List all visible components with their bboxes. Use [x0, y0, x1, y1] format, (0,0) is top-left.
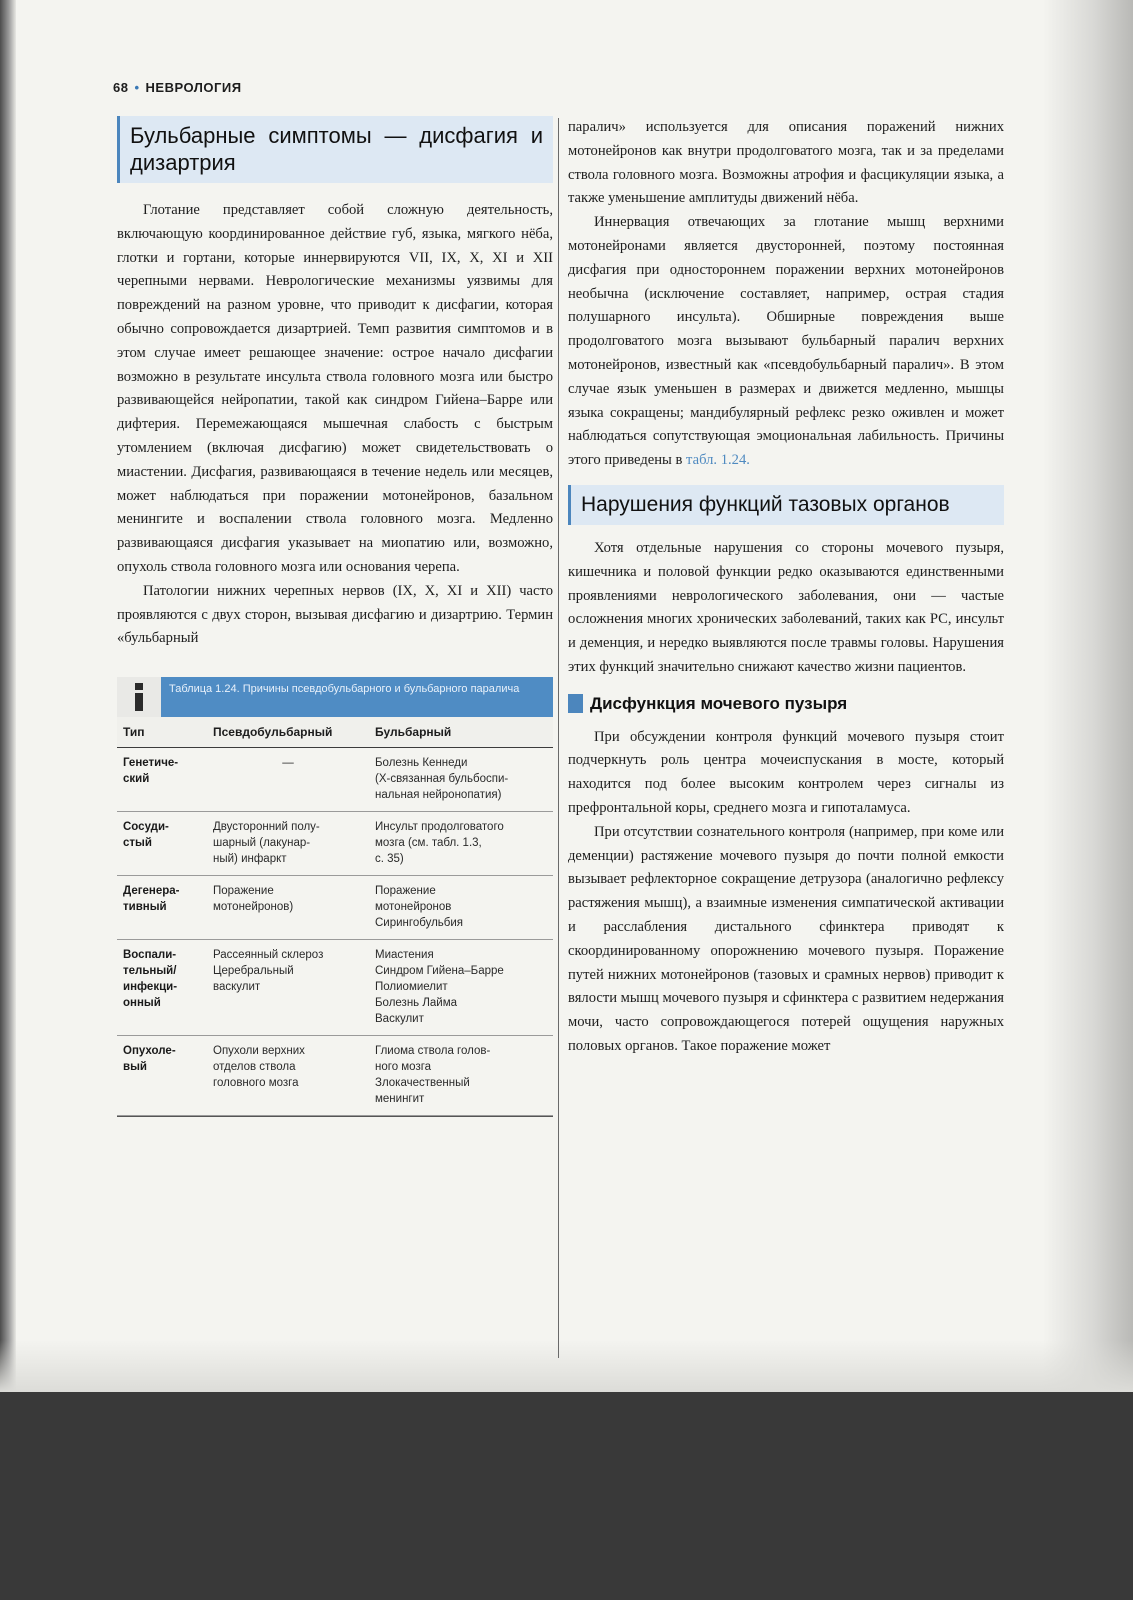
cell-line: головного мозга — [213, 1077, 299, 1090]
chapter-title: НЕВРОЛОГИЯ — [145, 80, 242, 95]
type-cell — [117, 748, 207, 812]
page-number: 68 — [113, 80, 129, 95]
page-bottom-shade — [0, 1340, 1133, 1392]
paragraph: При отсутствии сознательного контроля (например, при коме или деменции) растяжение мочевого пузыря до почти полной емкости вызывает рефлекторное сокращение детрузора (аналогично рефлексу растяжения мышц), а взаимные изменения симпатической активации и расслабления дистального сфинктера приводят к скоординированному опорожнению мочевого пузыря. Поражение путей нижних мотонейронов (тазовых и срамных нервов) приводит к вялости мышц мочевого пузыря и сфинктера с развитием недержания мочи, часто сопровождающегося потерей ощущения наружных половых органов. Такое поражение может — [568, 823, 1004, 1054]
type-cell — [117, 940, 207, 1036]
cell-line: — — [282, 757, 294, 770]
paragraph: При обсуждении контроля функций мочевого пузыря стоит подчеркнуть роль центра мочеиспускания в мосте, который находится под более высоким контролем через сигналы из префронтальной коры, среднего мозга и гипоталамуса. — [568, 728, 1004, 816]
cell-line: Генетиче- — [123, 757, 179, 770]
paragraph-text: Иннервация отвечающих за глотание мышц верхними мотонейронами является двусторонней, поэтому постоянная дисфагия при одностороннем поражении верхних мотонейронов необычна (исключение составляет, например, острая стадия полушарного инсульта). Обширные повреждения выше продолговатого мозга вызывают бульбарный паралич верхних мотонейронов, известный как «псевдобульбарный паралич». В этом случае язык уменьшен в размерах и движется медленно, мышцы языка сокращены; мандибулярный рефлекс резко оживлен и может наблюдаться сопутствующая эмоциональная лабильность. Причины этого приведены в — [568, 214, 1004, 469]
bulbar-cell — [369, 940, 553, 1036]
cell-line: с. 35) — [375, 853, 404, 866]
scanner-bed — [0, 1392, 1133, 1600]
header-separator: • — [134, 80, 140, 95]
cell-line: васкулит — [213, 981, 261, 994]
bulbar-cell — [369, 876, 553, 940]
cell-line: ного мозга — [375, 1061, 432, 1074]
cell-line: Церебральный — [213, 965, 294, 978]
cell-line: Воспали- — [123, 949, 177, 962]
cell-line: мозга (см. табл. 1.3, — [375, 837, 482, 850]
table-caption-bar — [117, 677, 553, 717]
table-caption: Таблица 1.24. Причины псевдобульбарного и бульбарного паралича — [161, 677, 553, 717]
cell-line: мотонейронов) — [213, 901, 294, 914]
cell-line: Опухоли верхних — [213, 1045, 305, 1058]
cell-line: отделов ствола — [213, 1061, 296, 1074]
cell-line: Сирингобульбия — [375, 917, 464, 930]
cell-line: Миастения — [375, 949, 434, 962]
column-header: Тип — [117, 717, 207, 748]
page-edge-shadow — [1043, 0, 1133, 1420]
cell-line: Сосуди- — [123, 821, 169, 834]
cell-line: Рассеянный склероз — [213, 949, 324, 962]
column-divider — [558, 118, 559, 1358]
table-row — [117, 748, 553, 812]
paragraph — [568, 211, 1004, 473]
cell-line: Двусторонний полу- — [213, 821, 320, 834]
table-row — [117, 1036, 553, 1116]
paragraph: паралич» используется для описания поражений нижних мотонейронов как внутри продолговатого мозга, так и за пределами ствола головного мозга. Возможны атрофия и фасцикуляции языка, а также уменьшение амплитуды движений нёба. — [568, 119, 1004, 207]
cell-line: Синдром Гийена–Барре — [375, 965, 504, 978]
cell-line: Васкулит — [375, 1013, 424, 1026]
cell-line: Дегенера- — [123, 885, 180, 898]
section-heading-pelvic: Нарушения функций тазовых органов — [568, 485, 1004, 525]
info-icon — [117, 677, 161, 717]
pseudobulbar-cell — [207, 748, 369, 812]
cell-line: Глиома ствола голов- — [375, 1045, 491, 1058]
cell-line: Злокачественный — [375, 1077, 470, 1090]
table-header-row — [117, 717, 553, 748]
left-column — [117, 116, 553, 1117]
cell-line: нальная нейронопатия) — [375, 789, 502, 802]
subheading-square-icon — [568, 694, 583, 713]
cell-line: Поражение — [375, 885, 436, 898]
table-row — [117, 940, 553, 1036]
cell-line: Полиомиелит — [375, 981, 448, 994]
cell-line: Поражение — [213, 885, 274, 898]
cell-line: Инсульт продолговатого — [375, 821, 504, 834]
column-header: Бульбарный — [369, 717, 553, 748]
cell-line: вый — [123, 1061, 147, 1074]
cell-line: тельный/ — [123, 965, 177, 978]
running-header — [113, 80, 242, 95]
paragraph: Хотя отдельные нарушения со стороны мочевого пузыря, кишечника и половой функции редко оказываются единственными проявлениями неврологического заболевания, они — частые осложнения многих хронических заболеваний, таких как РС, инсульт и деменция, и нередко выявляются после травмы головы. Нарушения этих функций значительно снижают качество жизни пациентов. — [568, 539, 1004, 675]
cell-line: Опухоле- — [123, 1045, 176, 1058]
subheading-text: Дисфункция мочевого пузыря — [590, 693, 848, 713]
paragraph: Патологии нижних черепных нервов (IX, X, XI и XII) часто проявляются с двух сторон, вызывая дисфагию и дизартрию. Термин «бульбарный — [117, 582, 553, 647]
bulbar-cell — [369, 748, 553, 812]
pseudobulbar-cell — [207, 812, 369, 876]
data-table — [117, 717, 553, 1116]
table-row — [117, 876, 553, 940]
cell-line: ский — [123, 773, 150, 786]
section-heading-bulbar: Бульбарные симптомы — дисфагия и дизартрия — [117, 116, 553, 183]
type-cell — [117, 876, 207, 940]
bulbar-cell — [369, 1036, 553, 1116]
pseudobulbar-cell — [207, 1036, 369, 1116]
pseudobulbar-cell — [207, 940, 369, 1036]
cell-line: ный) инфаркт — [213, 853, 287, 866]
table-pseudobulbar-bulbar — [117, 677, 553, 1117]
type-cell — [117, 1036, 207, 1116]
paragraph: Глотание представляет собой сложную деятельность, включающую координированное действие губ, языка, мягкого нёба, глотки и гортани, которые иннервируются VII, IX, X, XI и XII черепными нервами. Неврологические механизмы уязвимы для повреждений на разном уровне, что приводит к дисфагии, которая обычно сопровождается дизартрией. Темп развития симптомов и в этом случае имеет решающее значение: острое начало дисфагии возможно в результате инсульта ствола головного мозга или быстро развивающейся нейропатии, такой как синдром Гийена–Барре или дифтерия. Перемежающаяся мышечная слабость с быстрым утомлением (включая дисфагию) может свидетельствовать о миастении. Дисфагия, развивающаяся в течение недель или месяцев, может наблюдаться при поражении мотонейронов, базальном менингите и воспалении ствола головного мозга. Медленно развивающаяся дисфагия указывает на миопатию или, возможно, опухоль ствола головного мозга или основания черепа. — [117, 202, 553, 575]
cell-line: менингит — [375, 1093, 425, 1106]
cell-line: онный — [123, 997, 161, 1010]
cell-line: шарный (лакунар- — [213, 837, 311, 850]
table-reference-link[interactable]: табл. 1.24. — [686, 452, 750, 469]
cell-line: Болезнь Кеннеди — [375, 757, 468, 770]
cell-line: тивный — [123, 901, 167, 914]
cell-line: инфекци- — [123, 981, 178, 994]
cell-line: стый — [123, 837, 152, 850]
column-header: Псевдобульбарный — [207, 717, 369, 748]
cell-line: мотонейронов — [375, 901, 452, 914]
subheading-bladder — [568, 692, 1004, 716]
table-row — [117, 812, 553, 876]
type-cell — [117, 812, 207, 876]
pseudobulbar-cell — [207, 876, 369, 940]
cell-line: Болезнь Лайма — [375, 997, 458, 1010]
cell-line: (Х-связанная бульбоспи- — [375, 773, 509, 786]
right-column — [568, 116, 1004, 1059]
bulbar-cell — [369, 812, 553, 876]
